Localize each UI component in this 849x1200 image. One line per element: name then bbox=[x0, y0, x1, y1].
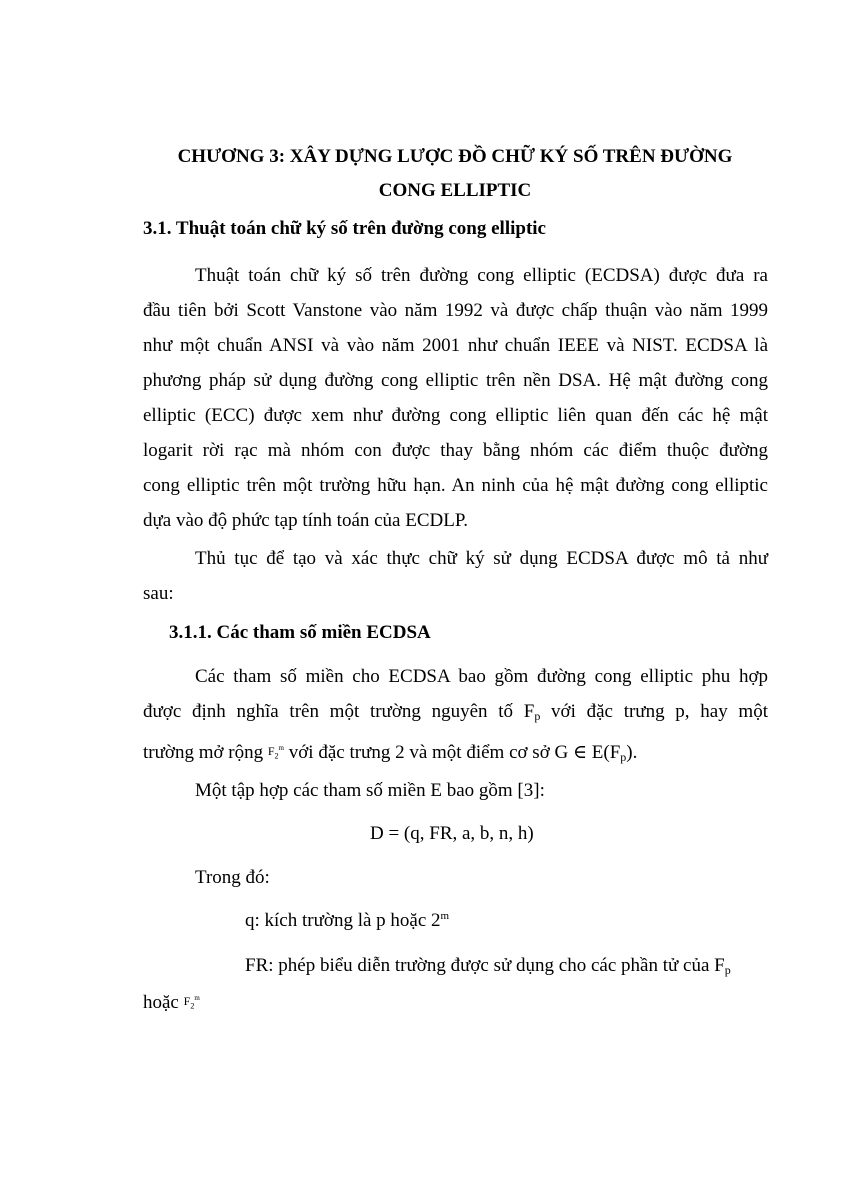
paragraph-line: phương pháp sử dụng đường cong elliptic trên nền DSA. Hệ mật đường cong bbox=[143, 370, 768, 391]
chapter-title bbox=[100, 140, 810, 208]
definition-q: q: kích trường là p hoặc 2$^m$ bbox=[245, 910, 450, 931]
section-heading-3-1: 3.1. Thuật toán chữ ký số trên đường cong elliptic bbox=[143, 218, 546, 239]
definition-fr-cont: hoặc $F_2^m$ bbox=[143, 992, 200, 1013]
paragraph-domain-set: Một tập hợp các tham số miền E bao gồm [3]: bbox=[195, 780, 545, 801]
paragraph-line: trường mở rộng $F_2^m$ với đặc trưng 2 và một điểm cơ sở G ∈ $E(F_p)$. bbox=[143, 742, 638, 764]
chapter-title-line1: CHƯƠNG 3: XÂY DỰNG LƯỢC ĐỒ CHỮ KÝ SỐ TRÊN ĐƯỜNG bbox=[177, 146, 733, 167]
definition-fr: FR: phép biểu diễn trường được sử dụng cho các phần tử của $F_p$ bbox=[245, 955, 731, 977]
section-heading-3-1-1: 3.1.1. Các tham số miền ECDSA bbox=[169, 622, 431, 643]
paragraph-line: sau: bbox=[143, 583, 174, 604]
paragraph-line: được định nghĩa trên một trường nguyên tố $F_p$ với đặc trưng p, hay một bbox=[143, 701, 768, 723]
chapter-title-line2: CONG ELLIPTIC bbox=[378, 180, 532, 201]
paragraph-domain-params bbox=[143, 659, 768, 776]
paragraph-line: dựa vào độ phức tạp tính toán của ECDLP. bbox=[143, 510, 469, 531]
paragraph-line: đầu tiên bởi Scott Vanstone vào năm 1992 và được chấp thuận vào năm 1999 bbox=[143, 300, 768, 321]
paragraph-line: elliptic (ECC) được xem như đường cong elliptic liên quan đến các hệ mật bbox=[143, 405, 768, 426]
paragraph-line: Thuật toán chữ ký số trên đường cong elliptic (ECDSA) được đưa ra bbox=[195, 265, 768, 286]
paragraph-line: Thủ tục để tạo và xác thực chữ ký sử dụng ECDSA được mô tả như bbox=[195, 548, 768, 569]
formula-domain: D = (q, FR, a, b, n, h) bbox=[370, 823, 534, 844]
paragraph-procedure bbox=[143, 541, 768, 611]
paragraph-line: cong elliptic trên một trường hữu hạn. An ninh của hệ mật đường cong elliptic bbox=[143, 475, 768, 496]
paragraph-line: Các tham số miền cho ECDSA bao gồm đường cong elliptic phu hợp bbox=[195, 666, 768, 687]
where-label: Trong đó: bbox=[195, 867, 270, 888]
paragraph-ecdsa-intro bbox=[143, 258, 768, 538]
paragraph-line: logarit rời rạc mà nhóm con được thay bằng nhóm các điểm thuộc đường bbox=[143, 440, 768, 461]
paragraph-line: như một chuẩn ANSI và vào năm 2001 như chuẩn IEEE và NIST. ECDSA là bbox=[143, 335, 768, 356]
f2m-symbol: $F_2^m$ bbox=[183, 994, 200, 1011]
f2m-symbol: $F_2^m$ bbox=[267, 744, 284, 761]
